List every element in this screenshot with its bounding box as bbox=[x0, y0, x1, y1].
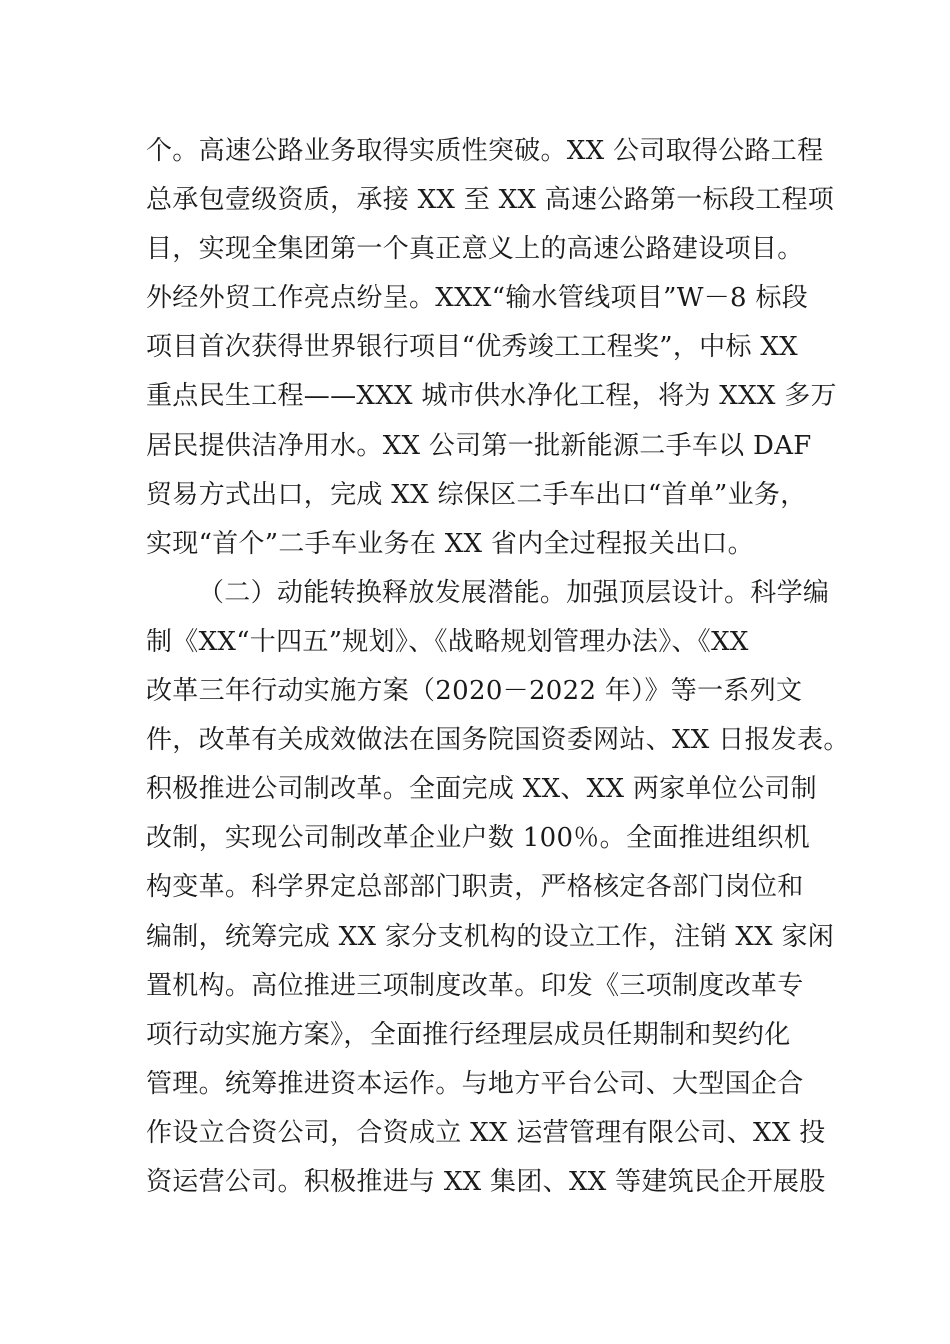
text-line: 编制，统筹完成 XX 家分支机构的设立工作，注销 XX 家闲 bbox=[146, 921, 835, 952]
text-line: 置机构。高位推进三项制度改革。印发《三项制度改革专 bbox=[146, 970, 804, 1001]
text-line: 目，实现全集团第一个真正意义上的高速公路建设项目。 bbox=[146, 234, 804, 265]
text-line: 项目首次获得世界银行项目“优秀竣工工程奖”，中标 XX bbox=[146, 332, 798, 363]
text-line: 改制，实现公司制改革企业户数 100％。全面推进组织机 bbox=[146, 823, 810, 854]
text-line: 居民提供洁净用水。XX 公司第一批新能源二手车以 DAF bbox=[146, 430, 812, 461]
text-line: 构变革。科学界定总部部门职责，严格核定各部门岗位和 bbox=[146, 872, 804, 903]
text-line: 积极推进公司制改革。全面完成 XX、XX 两家单位公司制 bbox=[146, 774, 817, 805]
text-line: 件，改革有关成效做法在国务院国资委网站、XX 日报发表。 bbox=[146, 725, 850, 756]
text-line: 管理。统筹推进资本运作。与地方平台公司、大型国企合 bbox=[146, 1068, 804, 1099]
text-line: 资运营公司。积极推进与 XX 集团、XX 等建筑民企开展股 bbox=[146, 1166, 826, 1197]
text-line: 改革三年行动实施方案（2020－2022 年）》等一系列文 bbox=[146, 676, 803, 707]
text-line: 总承包壹级资质，承接 XX 至 XX 高速公路第一标段工程项 bbox=[146, 185, 835, 216]
text-line: 外经外贸工作亮点纷呈。XXX“输水管线项目”W－8 标段 bbox=[146, 283, 809, 314]
text-line: 个。高速公路业务取得实质性突破。XX 公司取得公路工程 bbox=[146, 136, 824, 166]
text-line: 贸易方式出口，完成 XX 综保区二手车出口“首单”业务， bbox=[146, 479, 807, 510]
text-line: 作设立合资公司，合资成立 XX 运营管理有限公司、XX 投 bbox=[146, 1117, 826, 1148]
text-line: 制《XX“十四五”规划》、《战略规划管理办法》、《XX bbox=[146, 626, 749, 657]
body-text bbox=[146, 127, 850, 1207]
text-line: 项行动实施方案》，全面推行经理层成员任期制和契约化 bbox=[146, 1019, 791, 1050]
text-line: 实现“首个”二手车业务在 XX 省内全过程报关出口。 bbox=[146, 528, 754, 559]
section-heading-line: （二）动能转换释放发展潜能。加强顶层设计。科学编 bbox=[198, 577, 830, 608]
text-line: 重点民生工程——XXX 城市供水净化工程，将为 XXX 多万 bbox=[146, 381, 837, 412]
